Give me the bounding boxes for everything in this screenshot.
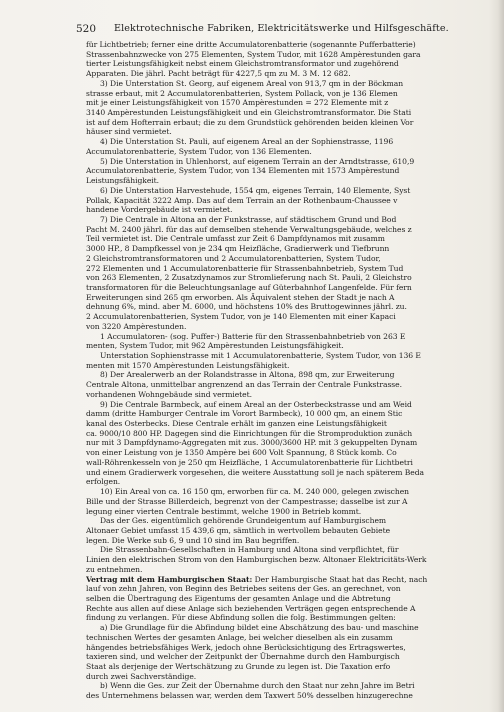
text-line	[86, 234, 486, 244]
section-lead: Vertrag mit dem Hamburgischen Staat:	[86, 574, 253, 584]
text-line	[86, 108, 486, 118]
line-text: Leistungsfähigkeit.	[86, 176, 160, 186]
text-line	[86, 79, 486, 89]
line-text: menten, System Tudor, mit 962 Ampèrestunden Leistungsfähigkeit.	[86, 341, 344, 351]
line-text: Erweiterungen sind 265 qm erworben. Als Äquivalent stehen der Stadt je nach A	[86, 292, 395, 302]
line-text: Apparaten. Die jährl. Pacht beträgt für 4227,5 qm zu M. 3 M. 12 682.	[86, 69, 351, 79]
line-text: Das der Ges. eigentümlich gehörende Grundeigentum auf Hamburgischem	[100, 516, 387, 526]
line-text: 2 Gleichstromtransformatoren und 2 Accumulatorenbatterien, System Tudor,	[86, 253, 381, 263]
running-title: Elektrotechnische Fabriken, Elektricitätswerke und Hilfsgeschäfte.	[114, 23, 449, 34]
text-line	[86, 400, 486, 410]
line-text: Pacht M. 2400 jährl. für das auf demselben stehende Verwaltungsgebäude, welches z	[86, 224, 412, 234]
text-line	[86, 215, 486, 225]
text-line	[86, 312, 486, 322]
line-text: mit je einer Leistungsfähigkeit von 1570 Ampèrestunden = 272 Elemente mit z	[86, 98, 389, 108]
line-text: lauf von zehn Jahren, von Beginn des Betriebes seitens der Ges. an gerechnet, von	[86, 584, 401, 594]
text-line	[86, 409, 486, 419]
text-line	[86, 516, 486, 526]
line-text: 4) Die Unterstation St. Pauli, auf eigenem Areal an der Sophienstrasse, 1196	[100, 137, 394, 147]
line-text: 6) Die Unterstation Harvestehude, 1554 qm, eigenes Terrain, 140 Elemente, Syst	[100, 185, 411, 195]
text-line	[86, 390, 486, 400]
text-line	[86, 584, 486, 594]
text-line	[86, 264, 486, 274]
text-line	[86, 196, 486, 206]
line-text: von 263 Elementen, 2 Zusatzdynamos zur Stromlieferung nach St. Pauli, 2 Gleichstro	[86, 273, 412, 283]
line-text: Rechte aus allen auf diese Anlage sich beziehenden Verträgen gegen entsprechende A	[86, 603, 416, 613]
text-line	[86, 652, 486, 662]
text-line	[86, 643, 486, 653]
text-line	[86, 176, 486, 186]
text-line	[86, 380, 486, 390]
line-text: von einer Leistung von je 1350 Ampère bei 600 Volt Spannung, 8 Stück komb. Co	[86, 448, 397, 458]
text-line	[86, 127, 486, 137]
text-line	[86, 604, 486, 614]
text-line	[86, 69, 486, 79]
line-text: legung einer vierten Centrale bestimmt, welche 1900 in Betrieb kommt.	[86, 506, 362, 516]
line-text: 9) Die Centrale Barmbeck, auf einem Areal an der Osterbeckstrasse und am Weid	[100, 399, 412, 409]
line-text: damm (dritte Hamburger Centrale im Vorort Barmbeck), 10 000 qm, an einem Stic	[86, 409, 403, 419]
line-text: durch zwei Sachverständige.	[86, 671, 197, 681]
page-header	[76, 22, 484, 36]
line-text: für Lichtbetrieb; ferner eine dritte Accumulatorenbatterie (sogenannte Pufferbatterie)	[86, 40, 416, 49]
line-text: ca. 9000/10 800 HP. Dagegen sind die Einrichtungen für die Stromproduktion zunäch	[86, 428, 413, 438]
line-text: 272 Elementen und 1 Accumulatorenbatterie für Strassenbahnbetrieb, System Tud	[86, 263, 404, 273]
text-line	[86, 341, 486, 351]
line-text: b) Wenn die Ges. zur Zeit der Übernahme durch den Staat nur zehn Jahre im Betri	[100, 681, 415, 691]
line-text: von 3220 Ampèrestunden.	[86, 321, 187, 331]
text-line	[86, 186, 486, 196]
line-text: tierter Leistungsfähigkeit nebst einem Gleichstromtransformator und zugehörend	[86, 59, 399, 69]
text-line	[86, 283, 486, 293]
line-text: häuser sind vermietet.	[86, 127, 172, 137]
text-line	[86, 468, 486, 478]
text-line	[86, 98, 486, 108]
line-text: a) Die Grundlage für die Abfindung bildet eine Abschätzung des bau- und maschine	[100, 623, 419, 633]
text-line	[86, 613, 486, 623]
line-text: kanal des Osterbecks. Diese Centrale erhält im ganzen eine Leistungsfähigkeit	[86, 419, 387, 429]
line-text: 1 Accumulatoren- (sog. Puffer-) Batterie für den Strassenbahnbetrieb von 263 E	[100, 331, 406, 341]
text-line	[86, 244, 486, 254]
line-text: Die Strassenbahn-Gesellschaften in Hamburg und Altona sind verpflichtet, für	[100, 545, 399, 555]
text-line	[86, 594, 486, 604]
line-text: taxieren sind, und welcher der Zeitpunkt der Übernahme durch den Hamburgisch	[86, 652, 400, 662]
line-text: Centrale Altona, unmittelbar angrenzend an das Terrain der Centrale Funkstrasse.	[86, 380, 402, 390]
text-line	[86, 623, 486, 633]
text-line	[86, 507, 486, 517]
line-text: 7) Die Centrale in Altona an der Funkstrasse, auf städtischem Grund und Bod	[100, 214, 397, 224]
line-text: legen. Die Werke sub 6, 9 und 10 sind im Bau begriffen.	[86, 535, 300, 545]
text-line	[86, 89, 486, 99]
text-line	[86, 166, 486, 176]
line-text: Bille und der Strasse Billerdeich, begrenzt von der Campestrasse; dasselbe ist zur A	[86, 496, 408, 506]
line-text: dehnung 6%, mind. aber M. 6000, und höchstens 10% des Bruttogewinnes jährl. zu.	[86, 302, 407, 312]
text-line	[86, 40, 486, 50]
text-line	[86, 293, 486, 303]
text-line	[86, 487, 486, 497]
text-line	[86, 157, 486, 167]
text-line	[86, 370, 486, 380]
line-text: Teil vermietet ist. Die Centrale umfasst zur Zeit 6 Dampfdynamos mit zusamm	[86, 234, 385, 244]
line-text: zu entnehmen.	[86, 564, 143, 574]
line-text: 8) Der Arealerwerb an der Rolandstrasse in Altona, 898 qm, zur Erweiterung	[100, 370, 395, 380]
page-number: 520	[76, 23, 97, 35]
line-text: selben die Übertragung des Eigentums der gesamten Anlage und die Abtretung	[86, 593, 391, 603]
line-text: Staat als derjenige der Wertschätzung zu Grunde zu legen ist. Die Taxation erfo	[86, 662, 391, 671]
text-line	[86, 555, 486, 565]
text-line	[86, 497, 486, 507]
line-text: hängendes betriebsfähiges Werk, jedoch ohne Berücksichtigung des Ertragswertes,	[86, 642, 406, 652]
line-text: handene Vordergebäude ist vermietet.	[86, 205, 233, 215]
text-line	[86, 477, 486, 487]
line-text: transformatoren für die Beleuchtungsanlage auf Güterbahnhof Langenfelde. Für fern	[86, 282, 412, 292]
line-text: findung zu verlangen. Für diese Abfindung sollen die folg. Bestimmungen gelten:	[86, 613, 396, 623]
text-line	[86, 361, 486, 371]
line-text: 10) Ein Areal von ca. 16 150 qm, erworben für ca. M. 240 000, gelegen zwischen	[100, 487, 410, 497]
text-line	[86, 691, 486, 701]
line-text: Linien den elektrischen Strom von den Hamburgischen bezw. Altonaer Elektricitäts-Werk	[86, 555, 427, 565]
text-line	[86, 565, 486, 575]
text-line	[86, 448, 486, 458]
text-line	[86, 147, 486, 157]
text-line	[86, 225, 486, 235]
line-text: Altonaer Gebiet umfasst 15 439,6 qm, sämtlich in wertvollem bebauten Gebiete	[86, 525, 391, 535]
line-text: Pollak, Kapacität 3222 Amp. Das auf dem Terrain an der Rothenbaum-Chaussee v	[86, 195, 398, 205]
line-text: menten mit 1570 Ampèrestunden Leistungsfähigkeit.	[86, 360, 290, 370]
text-line	[86, 419, 486, 429]
text-line	[86, 205, 486, 215]
line-text: nur mit 3 Dampfdynamo-Aggregaten mit zus. 3000/3600 HP. mit 3 gekuppelten Dynam	[86, 438, 418, 448]
text-line	[86, 118, 486, 128]
line-text: erfolgen.	[86, 477, 121, 487]
line-text: ist auf dem Hofterrain erbaut; die zu dem Grundstück gehörenden beiden kleinen Vor	[86, 117, 414, 127]
text-line	[86, 351, 486, 361]
text-line	[86, 575, 486, 585]
line-text: Accumulatorenbatterie, System Tudor, von 134 Elementen mit 1573 Ampèrestund	[86, 166, 400, 176]
text-line	[86, 536, 486, 546]
text-line	[86, 50, 486, 60]
text-line	[86, 458, 486, 468]
text-line	[86, 273, 486, 283]
text-line	[86, 438, 486, 448]
line-text: 2 Accumulatorenbatterien, System Tudor, von je 140 Elementen mit einer Kapaci	[86, 312, 396, 322]
page-edge-shadow	[498, 0, 504, 712]
text-line	[86, 429, 486, 439]
text-line	[86, 332, 486, 342]
line-text: 3000 HP., 8 Dampfkessel von je 234 qm Heizfläche, Gradierwerk und Tiefbrunn	[86, 244, 390, 254]
line-text: und einem Gradierwerk vorgesehen, die weitere Ausstattung soll je nach späterem Beda	[86, 467, 425, 477]
text-line	[86, 681, 486, 691]
line-text: Strassenbahnzwecke von 275 Elementen, System Tudor, mit 1628 Ampèrestunden gara	[86, 49, 421, 59]
line-text: strasse erbaut, mit 2 Accumulatorenbatterien, System Pollack, von je 136 Elemen	[86, 88, 398, 98]
body-text	[86, 40, 486, 704]
line-text: Der Hamburgische Staat hat das Recht, nach	[252, 574, 428, 584]
text-line	[86, 545, 486, 555]
text-line	[86, 254, 486, 264]
text-line	[86, 59, 486, 69]
text-line	[86, 137, 486, 147]
line-text: 3) Die Unterstation St. Georg, auf eigenem Areal von 913,7 qm in der Böckman	[100, 78, 404, 88]
line-text: Accumulatorenbatterie, System Tudor, von 136 Elementen.	[86, 146, 312, 156]
text-line	[86, 633, 486, 643]
text-line	[86, 322, 486, 332]
line-text: des Unternehmens belassen war, werden dem Taxwert 50% desselben hinzugerechne	[86, 691, 413, 701]
line-text: Unterstation Sophienstrasse mit 1 Accumulatorenbatterie, System Tudor, von 136 E	[100, 351, 421, 360]
line-text: technischen Wertes der gesamten Anlage, bei welcher dieselben als ein zusamm	[86, 632, 393, 642]
line-text: 5) Die Unterstation in Uhlenhorst, auf eigenem Terrain an der Arndtstrasse, 610,9	[100, 156, 415, 166]
line-text: wall-Röhrenkesseln von je 250 qm Heizfläche, 1 Accumulatorenbatterie für Lichtbetri	[86, 457, 413, 467]
text-line	[86, 662, 486, 672]
text-line	[86, 302, 486, 312]
line-text: 3140 Ampèrestunden Leistungsfähigkeit und ein Gleichstromtransformator. Die Stati	[86, 108, 412, 118]
text-line	[86, 526, 486, 536]
text-line	[86, 672, 486, 682]
line-text: vorhandenen Wohngebäude sind vermietet.	[86, 389, 252, 399]
